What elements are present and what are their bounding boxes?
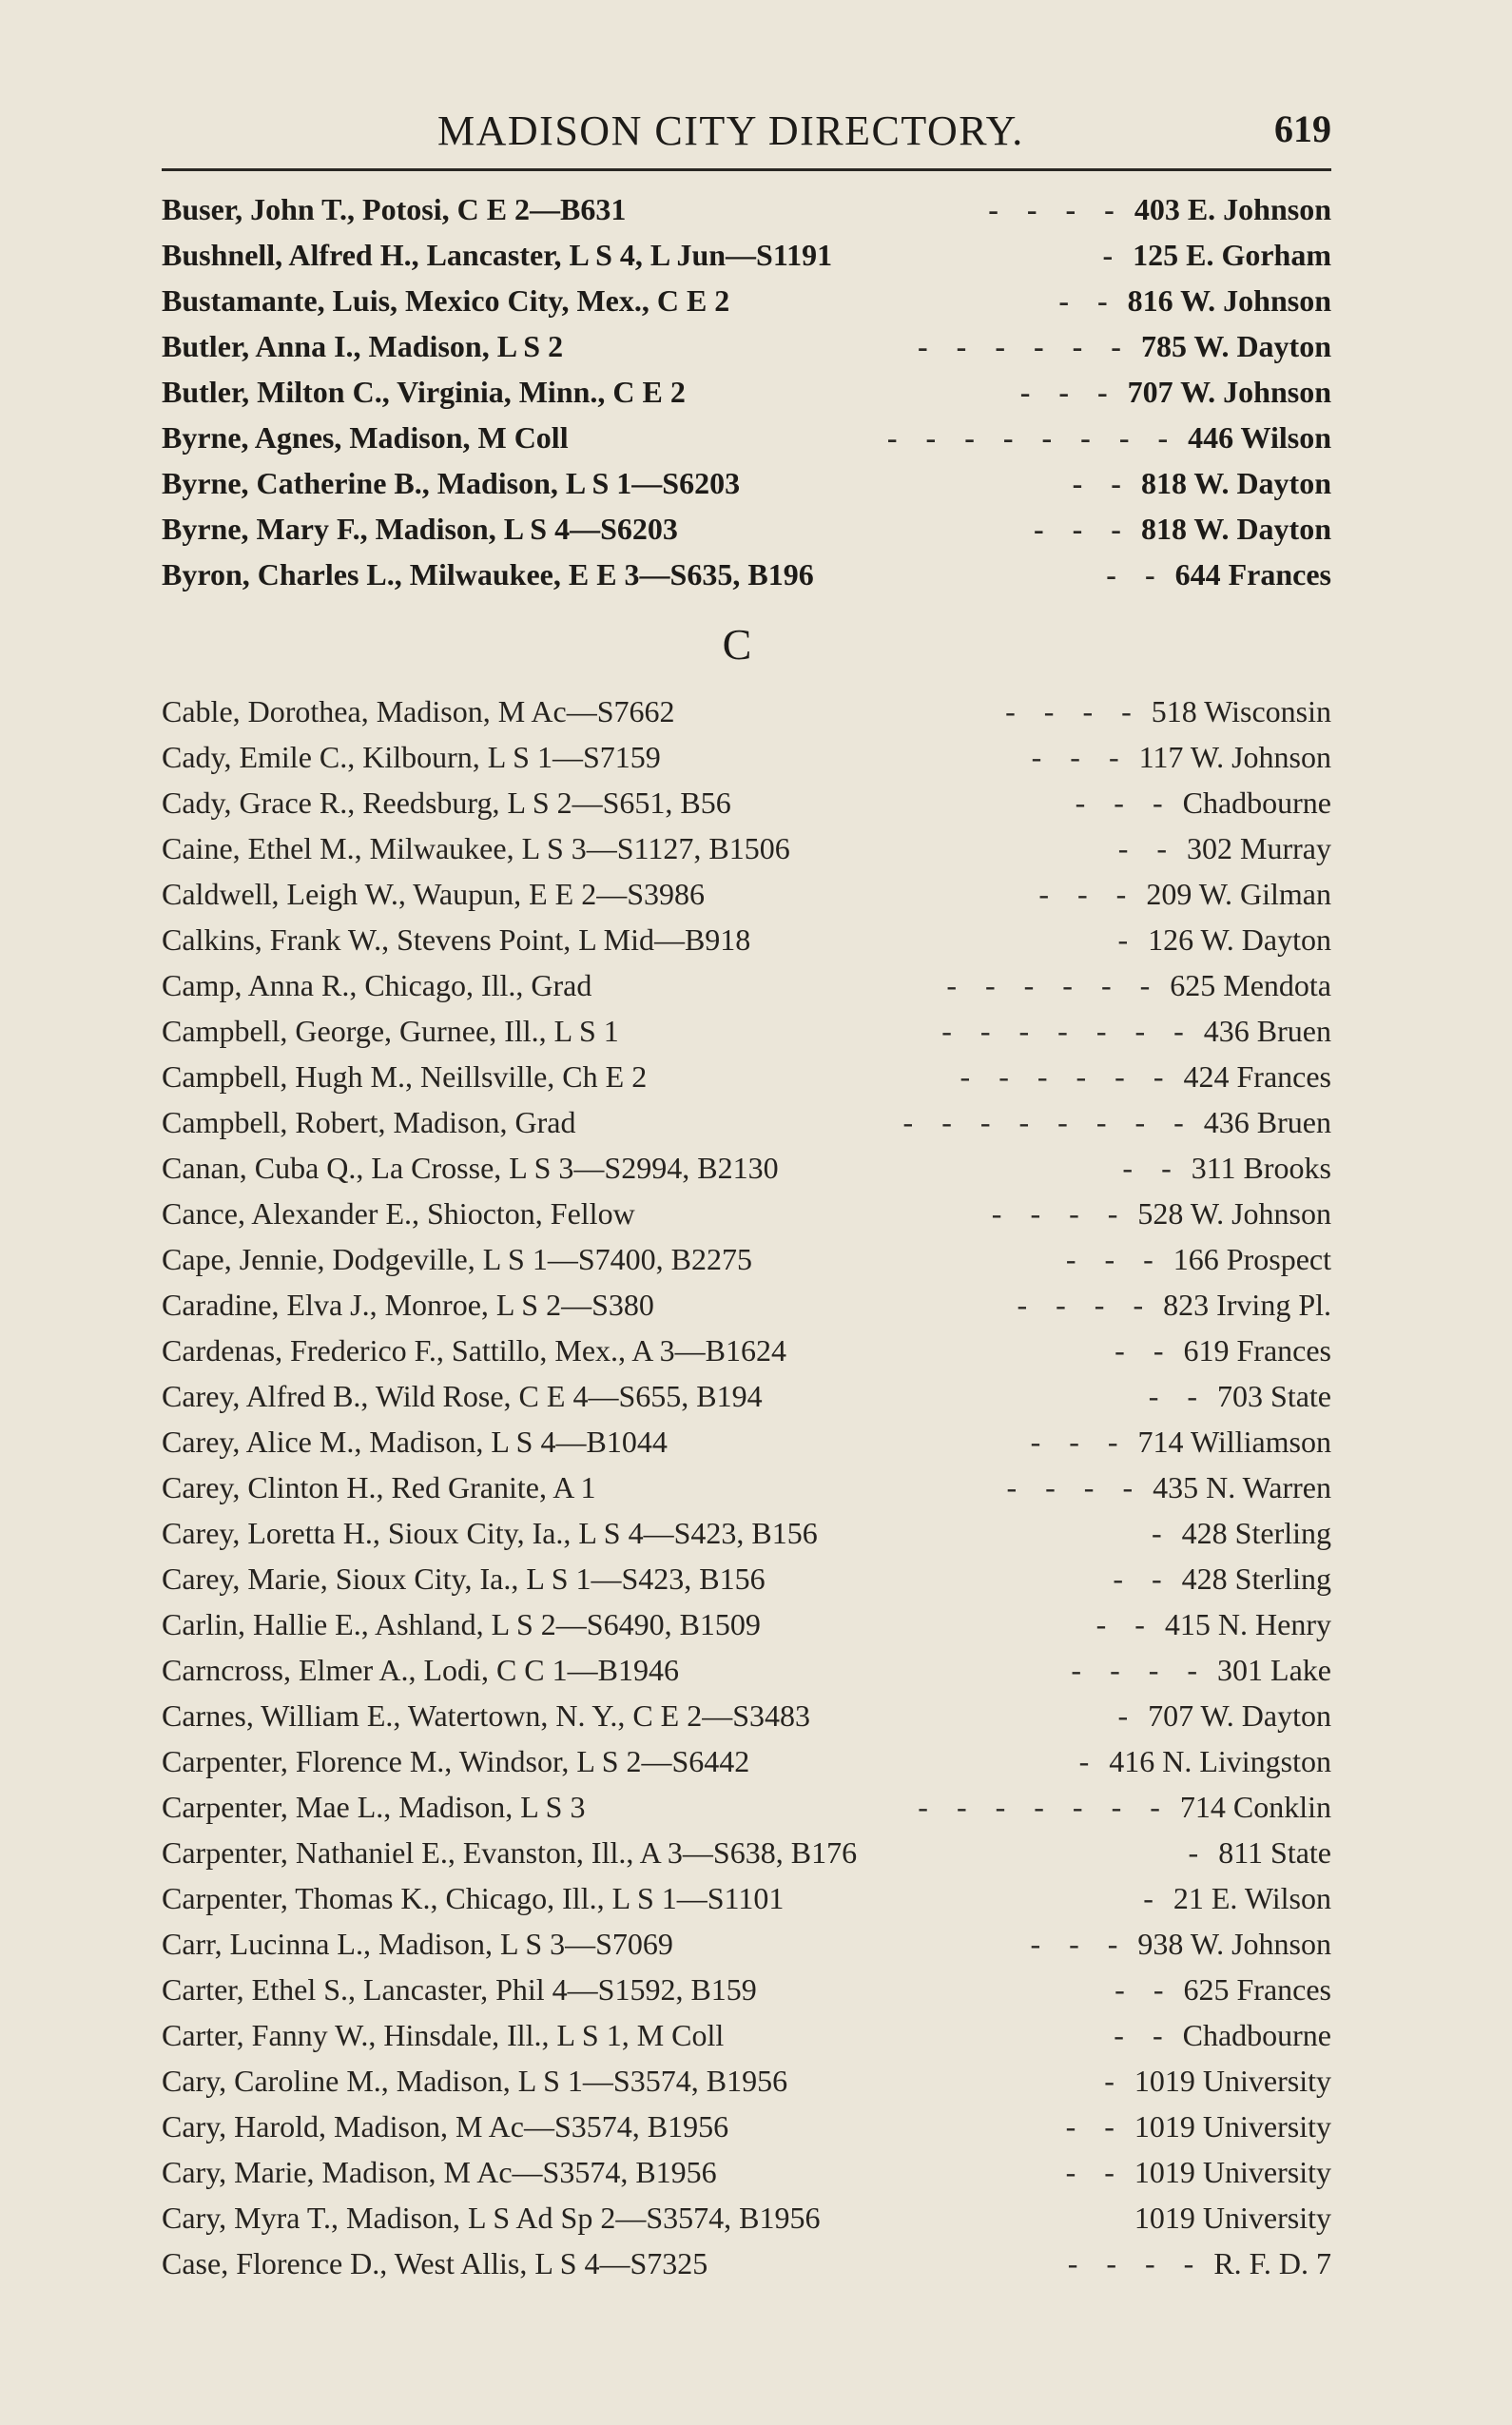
entry-name: Canan, Cuba Q., La Crosse, L S 3—S2994, B2130 <box>162 1151 779 1185</box>
entry-address: 707 W. Johnson <box>1127 375 1331 409</box>
entry-name: Cary, Caroline M., Madison, L S 1—S3574, B1956 <box>162 2064 788 2098</box>
entry-leader: - - - <box>1031 740 1130 774</box>
entry-name: Bustamante, Luis, Mexico City, Mex., C E 2 <box>162 283 730 318</box>
entry-leader: - - - - - - <box>960 1059 1174 1094</box>
entry-name: Campbell, Robert, Madison, Grad <box>162 1105 576 1139</box>
entry-name: Camp, Anna R., Chicago, Ill., Grad <box>162 968 592 1002</box>
entry-address: 811 State <box>1218 1835 1331 1870</box>
entry-leader: - <box>1102 238 1124 272</box>
entry-address: 436 Bruen <box>1203 1105 1331 1139</box>
entry-leader: - <box>1152 1516 1173 1550</box>
directory-entry <box>162 1419 1331 1465</box>
header-rule <box>162 168 1331 171</box>
entry-leader: - - <box>1072 466 1132 500</box>
entry-name: Campbell, Hugh M., Neillsville, Ch E 2 <box>162 1059 648 1094</box>
entry-leader: - - - - <box>1071 1653 1209 1687</box>
directory-entry <box>162 1830 1331 1875</box>
entry-address: 785 W. Dayton <box>1140 329 1331 363</box>
directory-entry <box>162 1693 1331 1738</box>
entry-address: 416 N. Livingston <box>1109 1744 1331 1778</box>
entry-group <box>162 186 1331 597</box>
entry-leader: - - - - - - - <box>918 1790 1171 1824</box>
entry-leader: - - - <box>1075 786 1173 820</box>
entry-leader: - - - - <box>1006 1470 1144 1504</box>
entry-address: 125 E. Gorham <box>1133 238 1331 272</box>
entry-group <box>162 597 1331 2286</box>
entry-address: Chadbourne <box>1182 786 1331 820</box>
entry-address: 644 Frances <box>1174 557 1331 592</box>
entry-address: 446 Wilson <box>1188 420 1331 455</box>
directory-entry <box>162 1373 1331 1419</box>
directory-entry <box>162 415 1331 460</box>
entry-address: 714 Williamson <box>1137 1425 1331 1459</box>
entry-name: Cady, Emile C., Kilbourn, L S 1—S7159 <box>162 740 661 774</box>
entry-leader: - - - - - - - <box>941 1014 1194 1048</box>
entry-address: 528 W. Johnson <box>1137 1196 1331 1231</box>
entry-name: Carnes, William E., Watertown, N. Y., C E 2—S3483 <box>162 1698 811 1733</box>
directory-entry <box>162 825 1331 871</box>
directory-entry <box>162 871 1331 917</box>
directory-entry <box>162 2149 1331 2195</box>
entry-name: Carncross, Elmer A., Lodi, C C 1—B1946 <box>162 1653 679 1687</box>
entry-leader: - - <box>1065 2155 1125 2189</box>
entry-name: Cance, Alexander E., Shiocton, Fellow <box>162 1196 635 1231</box>
entry-leader: - - <box>1065 2109 1125 2144</box>
entry-address: 714 Conklin <box>1179 1790 1331 1824</box>
entry-address: 1019 University <box>1134 2155 1331 2189</box>
entry-name: Cary, Myra T., Madison, L S Ad Sp 2—S3574, B1956 <box>162 2201 821 2235</box>
entry-leader: - - - - <box>1005 694 1142 728</box>
entry-name: Carey, Clinton H., Red Granite, A 1 <box>162 1470 596 1504</box>
directory-entry <box>162 1738 1331 1784</box>
entry-address: 818 W. Dayton <box>1140 466 1331 500</box>
entry-leader: - - - - - - <box>918 329 1132 363</box>
entry-name: Carter, Ethel S., Lancaster, Phil 4—S1592, B159 <box>162 1972 757 2007</box>
entry-address: 518 Wisconsin <box>1151 694 1331 728</box>
entry-address: 428 Sterling <box>1181 1562 1331 1596</box>
entry-name: Carlin, Hallie E., Ashland, L S 2—S6490, B1509 <box>162 1607 761 1641</box>
entry-name: Cable, Dorothea, Madison, M Ac—S7662 <box>162 694 675 728</box>
entry-name: Bushnell, Alfred H., Lancaster, L S 4, L Jun—S1191 <box>162 238 833 272</box>
entry-address: 938 W. Johnson <box>1137 1927 1331 1961</box>
entry-name: Byrne, Catherine B., Madison, L S 1—S6203 <box>162 466 741 500</box>
directory-entry <box>162 1236 1331 1282</box>
entry-leader: - - - <box>1033 512 1132 546</box>
entry-address: 166 Prospect <box>1173 1242 1331 1276</box>
entry-address: 209 W. Gilman <box>1146 877 1331 911</box>
entry-address: 428 Sterling <box>1181 1516 1331 1550</box>
entry-leader: - - <box>1058 283 1118 318</box>
entry-leader: - - <box>1106 557 1166 592</box>
directory-entry <box>162 1282 1331 1328</box>
directory-entry <box>162 1647 1331 1693</box>
entry-leader: - <box>1117 1698 1139 1733</box>
entry-leader: - - - - - - <box>946 968 1161 1002</box>
directory-entry <box>162 1601 1331 1647</box>
entry-name: Caine, Ethel M., Milwaukee, L S 3—S1127, B1506 <box>162 831 790 865</box>
directory-entry <box>162 323 1331 369</box>
entry-leader: - - - <box>1065 1242 1164 1276</box>
entry-leader: - - <box>1122 1151 1182 1185</box>
directory-entry <box>162 369 1331 415</box>
entry-leader: - - <box>1115 1333 1174 1368</box>
directory-entry <box>162 689 1331 734</box>
entry-name: Carpenter, Thomas K., Chicago, Ill., L S 1—S1101 <box>162 1881 785 1915</box>
entry-name: Carey, Alfred B., Wild Rose, C E 4—S655, B194 <box>162 1379 763 1413</box>
entry-name: Case, Florence D., West Allis, L S 4—S7325 <box>162 2246 708 2280</box>
entry-name: Cardenas, Frederico F., Sattillo, Mex., A 3—B1624 <box>162 1333 786 1368</box>
directory-entry <box>162 962 1331 1008</box>
entry-name: Cary, Harold, Madison, M Ac—S3574, B1956 <box>162 2109 729 2144</box>
directory-entry <box>162 1145 1331 1191</box>
entry-address: 816 W. Johnson <box>1127 283 1331 318</box>
entry-leader: - <box>1143 1881 1164 1915</box>
entry-address: 415 N. Henry <box>1164 1607 1331 1641</box>
entry-leader: - - - <box>1019 375 1118 409</box>
entry-leader: - - - - <box>1067 2246 1205 2280</box>
entry-name: Byron, Charles L., Milwaukee, E E 3—S635, B196 <box>162 557 814 592</box>
entry-name: Carpenter, Nathaniel E., Evanston, Ill., A 3—S638, B176 <box>162 1835 858 1870</box>
directory-entry <box>162 2104 1331 2149</box>
directory-entry <box>162 1191 1331 1236</box>
entry-name: Carpenter, Mae L., Madison, L S 3 <box>162 1790 586 1824</box>
entry-leader: - - - <box>1030 1927 1129 1961</box>
directory-entry <box>162 506 1331 552</box>
entry-address: 625 Frances <box>1183 1972 1331 2007</box>
directory-entry <box>162 2195 1331 2241</box>
directory-entries <box>162 186 1331 2286</box>
entry-leader: - - <box>1148 1379 1209 1413</box>
entry-leader: - - - - <box>991 1196 1129 1231</box>
entry-address: 1019 University <box>1134 2064 1331 2098</box>
directory-entry <box>162 1510 1331 1556</box>
entry-leader: - <box>1188 1835 1210 1870</box>
entry-name: Byrne, Mary F., Madison, L S 4—S6203 <box>162 512 678 546</box>
entry-address: 1019 University <box>1134 2201 1331 2235</box>
entry-address: 117 W. Johnson <box>1138 740 1331 774</box>
entry-address: 707 W. Dayton <box>1148 1698 1331 1733</box>
directory-entry <box>162 780 1331 825</box>
entry-leader: - - - - <box>1017 1288 1154 1322</box>
entry-leader: - - - <box>1030 1425 1129 1459</box>
directory-entry <box>162 2058 1331 2104</box>
entry-address: 619 Frances <box>1183 1333 1331 1368</box>
entry-address: Chadbourne <box>1182 2018 1331 2052</box>
entry-address: 403 E. Johnson <box>1134 192 1331 226</box>
entry-leader: - - - <box>1038 877 1137 911</box>
entry-name: Butler, Milton C., Virginia, Minn., C E 2 <box>162 375 686 409</box>
directory-entry <box>162 278 1331 323</box>
entry-leader: - - <box>1113 1562 1173 1596</box>
page-header <box>162 107 1331 164</box>
entry-address: 436 Bruen <box>1203 1014 1331 1048</box>
directory-entry <box>162 2241 1331 2286</box>
running-head: MADISON CITY DIRECTORY. <box>437 107 1024 154</box>
directory-entry <box>162 1328 1331 1373</box>
entry-name: Caldwell, Leigh W., Waupun, E E 2—S3986 <box>162 877 706 911</box>
entry-address: 21 E. Wilson <box>1173 1881 1331 1915</box>
entry-leader: - - <box>1114 2018 1173 2052</box>
entry-name: Butler, Anna I., Madison, L S 2 <box>162 329 564 363</box>
entry-leader: - - - - - - - - <box>886 420 1179 455</box>
directory-entry <box>162 1099 1331 1145</box>
entry-name: Cady, Grace R., Reedsburg, L S 2—S651, B56 <box>162 786 731 820</box>
entry-name: Calkins, Frank W., Stevens Point, L Mid—B918 <box>162 922 751 957</box>
entry-name: Carter, Fanny W., Hinsdale, Ill., L S 1, M Coll <box>162 2018 725 2052</box>
directory-entry <box>162 2012 1331 2058</box>
entry-leader: - <box>1104 2064 1125 2098</box>
entry-name: Carey, Marie, Sioux City, Ia., L S 1—S423, B156 <box>162 1562 766 1596</box>
directory-entry <box>162 232 1331 278</box>
directory-entry <box>162 1784 1331 1830</box>
directory-entry <box>162 460 1331 506</box>
directory-entry <box>162 1556 1331 1601</box>
directory-entry <box>162 552 1331 597</box>
entry-address: 435 N. Warren <box>1153 1470 1331 1504</box>
entry-leader: - - - - - - - - <box>902 1105 1194 1139</box>
directory-entry <box>162 1008 1331 1054</box>
entry-leader: - - <box>1095 1607 1155 1641</box>
directory-entry <box>162 1875 1331 1921</box>
entry-address: 1019 University <box>1134 2109 1331 2144</box>
entry-name: Caradine, Elva J., Monroe, L S 2—S380 <box>162 1288 654 1322</box>
section-letter: C <box>722 620 752 669</box>
entry-address: 302 Murray <box>1187 831 1331 865</box>
entry-name: Cary, Marie, Madison, M Ac—S3574, B1956 <box>162 2155 717 2189</box>
entry-name: Campbell, George, Gurnee, Ill., L S 1 <box>162 1014 619 1048</box>
entry-name: Byrne, Agnes, Madison, M Coll <box>162 420 569 455</box>
directory-entry <box>162 917 1331 962</box>
entry-address: 126 W. Dayton <box>1148 922 1331 957</box>
entry-address: R. F. D. 7 <box>1213 2246 1331 2280</box>
entry-address: 301 Lake <box>1217 1653 1331 1687</box>
directory-entry <box>162 1967 1331 2012</box>
entry-name: Carey, Loretta H., Sioux City, Ia., L S 4—S423, B156 <box>162 1516 818 1550</box>
entry-address: 311 Brooks <box>1191 1151 1331 1185</box>
entry-name: Carr, Lucinna L., Madison, L S 3—S7069 <box>162 1927 673 1961</box>
directory-entry <box>162 1054 1331 1099</box>
entry-leader: - - <box>1115 1972 1174 2007</box>
entry-name: Buser, John T., Potosi, C E 2—B631 <box>162 192 627 226</box>
directory-entry <box>162 1465 1331 1510</box>
entry-address: 823 Irving Pl. <box>1163 1288 1331 1322</box>
entry-name: Carey, Alice M., Madison, L S 4—B1044 <box>162 1425 668 1459</box>
directory-entry <box>162 186 1331 232</box>
entry-address: 424 Frances <box>1183 1059 1331 1094</box>
entry-leader: - - - - <box>988 192 1125 226</box>
entry-address: 703 State <box>1217 1379 1331 1413</box>
page-number: 619 <box>1274 107 1331 150</box>
entry-address: 818 W. Dayton <box>1140 512 1331 546</box>
entry-leader: - <box>1117 922 1139 957</box>
directory-entry <box>162 734 1331 780</box>
entry-name: Carpenter, Florence M., Windsor, L S 2—S6442 <box>162 1744 750 1778</box>
directory-entry <box>162 1921 1331 1967</box>
entry-name: Cape, Jennie, Dodgeville, L S 1—S7400, B2275 <box>162 1242 752 1276</box>
entry-address: 625 Mendota <box>1170 968 1331 1002</box>
entry-leader: - <box>1078 1744 1100 1778</box>
entry-leader: - - <box>1117 831 1178 865</box>
